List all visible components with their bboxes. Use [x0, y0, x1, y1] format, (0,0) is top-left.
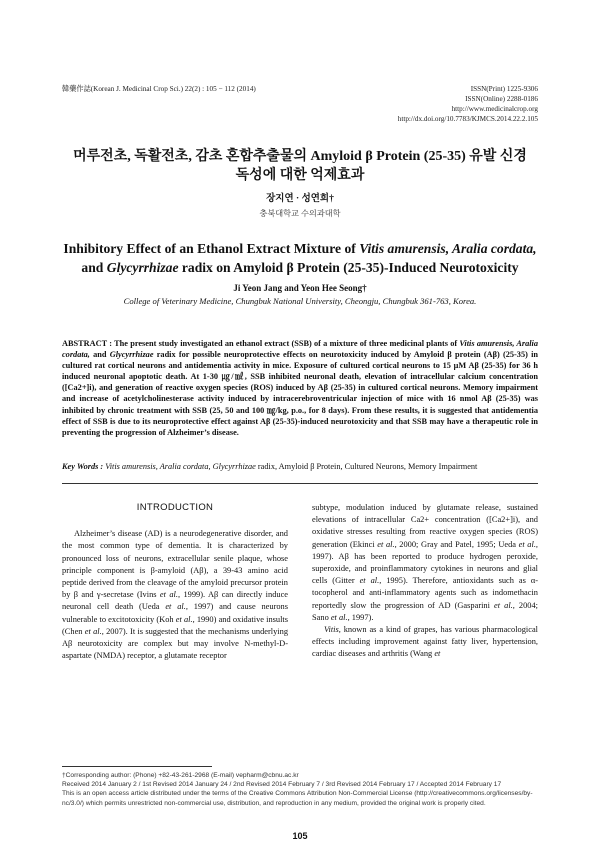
issn-print: ISSN(Print) 1225-9306: [470, 85, 538, 93]
korean-title-line1: 머루전초, 독활전초, 감초 혼합추출물의 Amyloid β Protein (25-35) 유발 신경: [73, 149, 527, 164]
abstract-text: radix for possible neuroprotective effects on neurotoxicity induced by Amyloid β protein (Aβ) (25-35) in cultured rat cortical neurons and antidementia activity in mice. Exposure of cultured cortical neurons to 15 μM Aβ (25-35) for 36 h induced neuronal apoptotic death. At 1-30 ㎍/㎖, SSB inhibited neuronal death, elevation of intracellular calcium concentration ([Ca2+]i), and generation of reactive oxygen species (ROS) induced by Aβ (25-35) in cultured cortical neurons. Memory impairment and increase of acetylcholinesterase activity induced by intracerebroventricular injection of mice with 16 nmol Aβ (25-35) was inhibited by chronic treatment with SSB (25, 50 and 100 ㎎/kg, p.o., for 8 days). From these results, it is suggested that antidementia effect of SSB is due to its neuroprotective effect against Aβ (25-35)-induced neurotoxicity and that SSB may have a therapeutic role in preventing the progression of Alzheimer’s disease.: [62, 350, 538, 437]
text: Alzheimer’s disease (AD) is a neurodegenerative disorder, and the most common type of dementia. It is characterized by pronounced loss of neurons, extracellular senile plaque, whose principle component is β-amyloid (Aβ), a 39-43 amino acid peptide derived from the cleavage of the amyloid precursor protein by β and γ-secretase (Ivins: [62, 529, 288, 600]
et-al: et al.: [518, 539, 536, 549]
et-al: et al.: [84, 626, 102, 636]
text: , 1999). Aβ can directly induce neuronal cell death (Ueda: [62, 590, 288, 612]
keywords-label: Key Words :: [62, 462, 104, 471]
et-al: et al.: [359, 576, 380, 586]
korean-authors: 장지연 · 성연희†: [266, 194, 334, 204]
journal-url[interactable]: http://www.medicinalcrop.org: [451, 105, 538, 113]
title-part: and: [81, 259, 107, 275]
abstract-species: Glycyrrhizae: [109, 350, 154, 360]
journal-citation: 韓藥作誌(Korean J. Medicinal Crop Sci.) 22(2) : 105 − 112 (2014): [62, 85, 256, 93]
license-note: This is an open access article distributed under the terms of the Creative Commons Attribution Non-Commercial License (http://creativecommons.org/licenses/by-nc/3.0/) which permits unrestricted non-commercial use, distribution, and reproduction in any medium, provided the original work is properly cited.: [62, 790, 533, 807]
text: , 1995). Therefore, antioxidants such as α-tocopherol and anti-inflammatory agents such as indomethacin reportedly slow the progression of AD (Gasparini: [312, 576, 539, 610]
intro-right-column: [312, 502, 538, 661]
text: , 1997).: [347, 612, 374, 622]
keywords-text: radix, Amyloid β Protein, Cultured Neurons, Memory Impairment: [255, 462, 478, 471]
species: Vitis: [324, 625, 339, 635]
abstract-text: and: [89, 350, 110, 360]
et-al: et al.: [330, 612, 348, 622]
abstract-text: The present study investigated an ethanol extract (SSB) of a mixture of three medicinal plants of: [112, 339, 460, 348]
intro-left-column: [62, 502, 288, 662]
abstract-label: ABSTRACT :: [62, 339, 113, 348]
title-species: Glycyrrhizae: [106, 259, 179, 275]
et-al: et: [434, 649, 441, 659]
english-authors: Ji Yeon Jang and Yeon Hee Seong†: [233, 283, 367, 293]
footnotes: [62, 771, 538, 808]
korean-title-line2: 독성에 대한 억제효과: [235, 168, 365, 183]
abstract-species: Vitis amurensis, Aralia cordata,: [62, 339, 539, 360]
text: , 1990) and oxidative insults (Chen: [62, 614, 289, 636]
title-species: Vitis amurensis, Aralia cordata,: [359, 241, 537, 256]
text: , 2000; Gray and Patel, 1995; Ueda: [394, 539, 519, 549]
korean-title: [40, 147, 560, 185]
page-number: 105: [292, 831, 308, 841]
intro-paragraph: [62, 528, 288, 662]
korean-affiliation: 충북대학교 수의과대학: [259, 209, 341, 218]
et-al: et al.: [175, 614, 193, 624]
section-heading-introduction: INTRODUCTION: [136, 502, 214, 513]
text: , 2004; Sano: [312, 600, 539, 622]
title-part: radix on Amyloid β Protein (25-35)-Induced Neurotoxicity: [178, 259, 519, 275]
received-dates: Received 2014 January 2 / 1st Revised 2014 January 24 / 2nd Revised 2014 February 7 / 3rd Revised 2014 February 17 / Accepted 2014 February 17: [62, 781, 502, 789]
issn-online: ISSN(Online) 2288-0186: [465, 95, 538, 103]
intro-paragraph: [312, 624, 538, 661]
text: , 1997). Aβ has been reported to produce hydrogen peroxide, superoxide, and proinflammatory cytokines in neurons and glial cells (Gitter: [312, 539, 539, 586]
keywords-species: Vitis amurensis, Aralia cordata, Glycyrrhizae: [103, 462, 256, 471]
keywords: [62, 462, 538, 471]
english-title: [30, 240, 570, 277]
doi-link[interactable]: http://dx.doi.org/10.7783/KJMCS.2014.22.2.105: [397, 115, 538, 123]
corresponding-author: †Corresponding author: (Phone) +82-43-261-2968 (E-mail) vepharm@cbnu.ac.kr: [62, 772, 299, 779]
et-al: et al.: [377, 539, 395, 549]
footnote-divider: [62, 766, 212, 767]
journal-identifiers: [398, 84, 538, 124]
divider: [62, 483, 538, 484]
text: , 2007). It is suggested that the mechanisms underlying Aβ neurotoxicity are complex but may involve N-methyl-D-aspartate (NMDA) receptor, a glutamate receptor: [62, 626, 289, 661]
english-affiliation: College of Veterinary Medicine, Chungbuk National University, Cheongju, Chungbuk 361-763, Korea.: [123, 296, 477, 306]
text: subtype, modulation induced by glutamate release, sustained elevations of intracellular Ca2+ concentration ([Ca2+]i), and oxidative stresses resulting from reactive oxygen species (ROS) generation (Ekinci: [312, 503, 538, 549]
text: , known as a kind of grapes, has various pharmacological effects including improvement against fatty liver, hypertension, cardiac diseases and arthritis (Wang: [312, 625, 538, 659]
abstract: [62, 338, 538, 438]
et-al: et al.: [165, 602, 186, 612]
title-part: Inhibitory Effect of an Ethanol Extract Mixture of: [63, 241, 360, 256]
text: , 1997) and cause neurons vulnerable to excitotoxicity (Koh: [62, 602, 289, 624]
intro-paragraph: [312, 502, 538, 624]
et-al: et al.: [159, 590, 178, 600]
et-al: et al.: [494, 600, 513, 610]
